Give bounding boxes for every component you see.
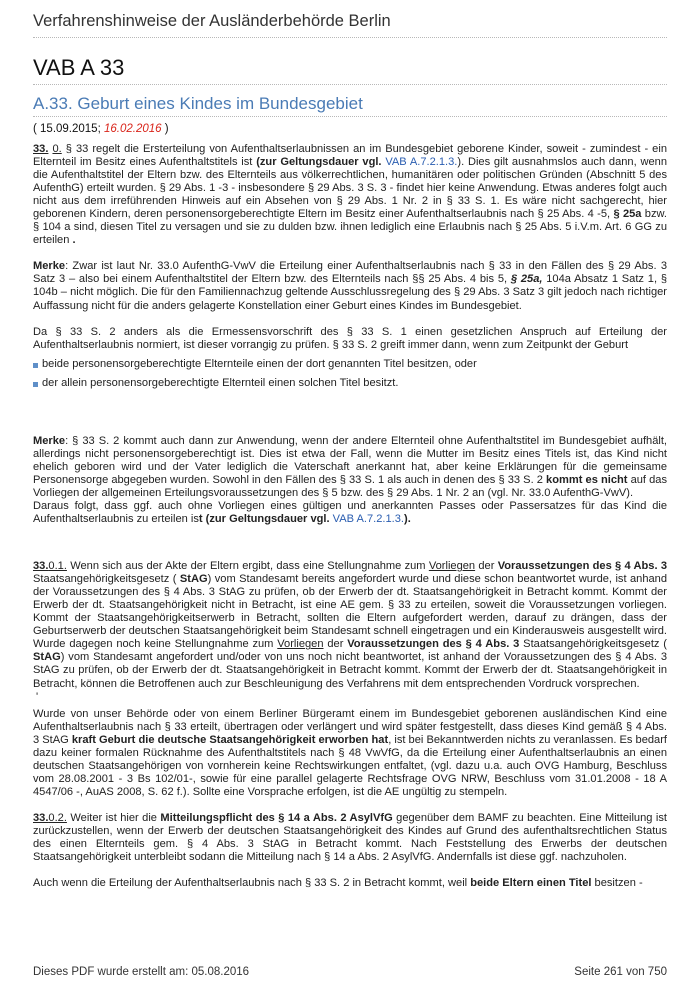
paragraph-33-0: 33. 0. § 33 regelt die Ersterteilung von Aufenthaltserlaubnissen an im Bundesgebiet geborene Kinder, soweit - zumindest - ein Elternteil im Besitz eines Aufenthaltstitels ist (zur Geltungsdauer vgl. VAB A.7.2.1.3.). Dies gilt ausnahmslos auch dann, wenn die Aufenthaltstitel der Eltern bzw. des Elternteils aus völkerrechtlichen, humanitären oder politischen Gründen (Abschnitt 5 des AufenthG) erteilt wurden. § 29 Abs. 1 -3 - insbesondere § 29 Abs. 3 S. 3 - findet hier keine Anwendung. Etwas anderes folgt auch nicht aus dem irreführenden Hinweis auf ein Absehen von § 29 Abs. 1 Nr. 2 in § 33 S. 1. Es wäre nicht sachgerecht, hier geborenen Kindern, deren personensorgeberechtigte Eltern im Besitz einer Aufenthaltserlaubnis nach § 25 Abs. 4 -5, § 25a bzw. § 104 a sind, diesen Titel zu versagen und sie zu dulden bzw. ihnen lediglich eine Erlaubnis nach § 25 Abs. 5 i.V.m. Art. 6 GG zu erteilen .	[33, 143, 668, 247]
document-header: Verfahrenshinweise der Ausländerbehörde Berlin	[33, 12, 391, 30]
paragraph-citizenship: Wurde von unser Behörde oder von einem Berliner Bürgeramt einem im Bundesgebiet geborenen ausländischen Kind eine Aufenthaltserlaubnis nach § 33 erteilt, übertragen oder verlängert und wird später festgestellt, dass dieses Kind gemäß § 4 Abs. 3 StAG kraft Geburt die deutsche Staatsangehörigkeit erworben hat, ist bei Bekanntwerden nichts zu veranlassen. Es bedarf dazu keiner formalen Rücknahme des Aufenthaltstitels nach § 48 VwVfG, da die Erteilung einer Aufenthaltserlaubnis an einen deutschen Staatsangehörigen von vornherein keine Rechtswirkungen entfaltet, (vgl. dazu u.a. auch OVG Hamburg, Beschluss vom 28.08.2001 - 3 Bs 102/01-, sowie für eine parallel gelagerte Rechtsfrage OVG NRW, Beschluss vom 31.01.2008 - 18 A 4547/06 -, AuAS 2008, S. 62 f.). Sollte eine Vorsprache erfolgen, ist die AE ungültig zu stempeln.	[33, 707, 667, 798]
title-divider	[33, 84, 667, 85]
section-divider	[33, 116, 667, 117]
document-body	[33, 143, 667, 890]
creation-date: Dieses PDF wurde erstellt am: 05.08.2016	[33, 966, 250, 978]
paragraph-33-0-2: 33.0.2. Weiter ist hier die Mitteilungspflicht des § 14 a Abs. 2 AsylVfG gegenüber dem BAMF zu beachten. Eine Mitteilung ist zurückzustellen, wenn der Erwerb der deutschen Staatsangehörigkeit des Kindes auf Grund des aufenthaltsrechtlichen Status des einen Elternteils gem. § 4 Abs. 3 StAG in Betracht kommt. Nach Feststellung des Erwerbs der deutschen Staatsangehörigkeit unterbleibt sodann die Mitteilung nach § 14 a Abs. 2 AsylVfG. Andernfalls ist diese ggf. nachzuholen.	[33, 811, 667, 864]
condition-list	[33, 358, 667, 390]
vab-link[interactable]: VAB A.7.2.1.3.	[385, 156, 458, 169]
vab-link[interactable]: VAB A.7.2.1.3.	[332, 513, 404, 526]
paragraph-both-parents: Auch wenn die Erteilung der Aufenthaltserlaubnis nach § 33 S. 2 in Betracht kommt, weil beide Eltern einen Titel besitzen -	[33, 877, 643, 890]
changed-date: 16.02.2016	[103, 123, 162, 135]
page-number: Seite 261 von 750	[574, 966, 667, 978]
page-footer	[33, 966, 667, 978]
paragraph-33-0-1: 33.0.1. Wenn sich aus der Akte der Eltern ergibt, dass eine Stellungnahme zum Vorliegen der Voraussetzungen des § 4 Abs. 3 Staatsangehörigkeitsgesetz ( StAG) vom Standesamt bereits angefordert wurde und diese schon beantwortet wurde, ist anhand der Voraussetzungen des § 4 Abs. 3 StAG zu prüfen, ob der Erwerb der dt. Staatsangehörigkeit in Betracht kommt. Kommt der Erwerb der dt. Staatsangehörigkeit nicht in Betracht, ist eine AE gem. § 33 zu erteilen, soweit die Voraussetzungen vorliegen. Kommt der Staatsangehörigkeitserwerb in Betracht, sollten die Eltern aufgefordert werden, darauf zu drängen, dass der Geburtserwerb der deutschen Staatsangehörigkeit beim Standesamt schnell eingetragen und ein Kinderausweis ausgestellt wird. Wurde dagegen noch keine Stellungnahme zum Vorliegen der Voraussetzungen des § 4 Abs. 3 Staatsangehörigkeitsgesetz ( StAG) vom Standesamt angefordert und/oder von uns noch nicht beantwortet, ist anhand der Voraussetzungen des § 4 Abs. 3 StAG zu prüfen, ob der Erwerb der dt. Staatsangehörigkeit in Betracht kommt. Kommt der Erwerb der dt. Staatsangehörigkeit in Betracht, können die Betroffenen auch zur Beschleunigung des Verfahrens mit dem entsprechenden Vordruck vorsprechen. '	[33, 560, 668, 703]
version-dates: ( 15.09.2015; 16.02.2016 )	[33, 123, 169, 135]
list-item: beide personensorgeberechtigte Elternteile einen der dort genannten Titel besitzen, oder	[33, 358, 667, 371]
merke-note-2: Merke: § 33 S. 2 kommt auch dann zur Anwendung, wenn der andere Elternteil ohne Aufenthaltstitel im Bundesgebiet aufhält, allerdings nicht personensorgeberechtigt ist. Dies ist etwa der Fall, wenn die Mutter im Besitz eines Titels ist, das Kind nicht ehelich geboren wird und der Vater lediglich die Vaterschaft anerkannt hat, aber keine Erklärungen für die gemeinsame Personensorge abgegeben wurden. Sowohl in den Fällen des § 33 S. 1 als auch in denen des § 33 S. 2 kommt es nicht auf das Vorliegen der allgemeinen Erteilungsvoraussetzungen des § 5 bzw. des § 29 Abs. 1 Nr. 2 an (vgl. Nr. 33.0 AufenthG-VwV). Daraus folgt, dass ggf. auch ohne Vorliegen eines gültigen und anerkannten Passes oder Passersatzes für das Kind die Aufenthaltserlaubnis zu erteilen ist (zur Geltungsdauer vgl. VAB A.7.2.1.3.).	[33, 434, 667, 526]
list-item: der allein personensorgeberechtigte Elternteil einen solchen Titel besitzt.	[33, 377, 667, 390]
section-title: A.33. Geburt eines Kindes im Bundesgebiet	[33, 94, 363, 113]
header-divider	[33, 37, 667, 38]
merke-note-1: Merke: Zwar ist laut Nr. 33.0 AufenthG-VwV die Erteilung einer Aufenthaltserlaubnis nach § 33 in den Fällen des § 29 Abs. 3 Satz 3 – also bei einem Aufenthaltstitel der Eltern bzw. des Elternteils nach §§ 25 Abs. 4 bis 5, § 25a, 104a Absatz 1 Satz 1, § 104b – nicht möglich. Die für den Familiennachzug geltende Ausschlussregelung des § 29 Abs. 3 Satz 3 gilt jedoch nach richtiger Auffassung nicht für die anders gelagerte Konstellation einer Geburt eines Kindes im Bundesgebiet.	[33, 260, 667, 312]
document-code: VAB A 33	[33, 55, 125, 80]
paragraph-33-s2: Da § 33 S. 2 anders als die Ermessensvorschrift des § 33 S. 1 einen gesetzlichen Anspruch auf Erteilung der Aufenthaltserlaubnis normiert, ist dieser vorrangig zu prüfen. § 33 S. 2 greift immer dann, wenn zum Zeitpunkt der Geburt	[33, 325, 667, 351]
